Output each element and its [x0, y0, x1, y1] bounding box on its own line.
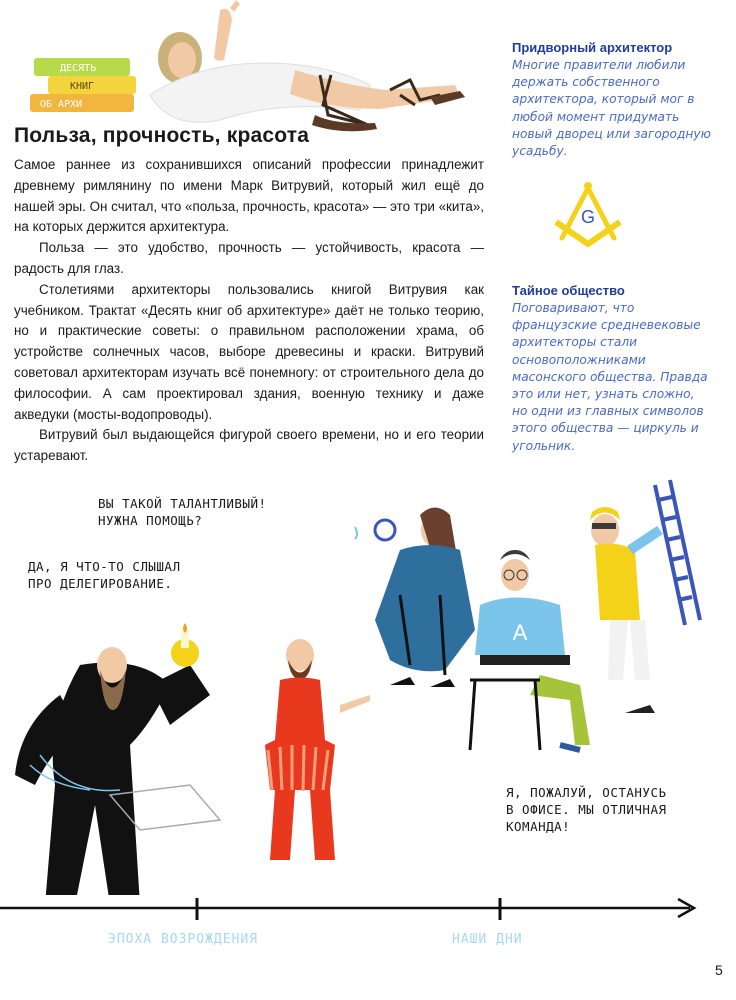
- speech-line: ПРО ДЕЛЕГИРОВАНИЕ.: [28, 576, 173, 591]
- mason-letter: G: [580, 207, 596, 227]
- worker-with-ladder-figure: [590, 480, 700, 713]
- sidebar-text: Многие правители любили держать собственного архитектора, который мог в любой момент придумать новый дворец или загородную усадьбу.: [512, 58, 711, 159]
- paragraph-3: Столетиями архитекторы пользовались книгой Витрувия как учебником. Трактат «Десять книг об архитектуре» даёт не только теорию, но и практические советы: о правильном расположении храма, об устройстве солнечных часов, выборе древесины и краски. Витрувий советовал архитекторам изучать всё понемногу: от строительного дела до философии. А сам проектировал здания, военную технику и даже акведуки (мосты-водопроводы).: [14, 281, 484, 422]
- page-heading: Польза, прочность, красота: [14, 124, 310, 147]
- book-spine-3: ОБ АРХИ: [40, 99, 83, 110]
- speech-line: Я, ПОЖАЛУЙ, ОСТАНУСЬ: [506, 785, 667, 800]
- renaissance-man-figure: [265, 639, 370, 860]
- sidebar-text: Поговаривают, что французские средневековые архитекторы стали основоположниками масонского общества. Правда это или нет, узнать сложно, но одни из главных символов этого общества — циркуль и угольник.: [512, 301, 708, 453]
- era-label-today: НАШИ ДНИ: [452, 932, 523, 947]
- main-text: [14, 155, 484, 467]
- sidebar-secret-society: [512, 283, 712, 455]
- vitruvius-reclining-illustration: [30, 0, 470, 135]
- sidebar-title: Тайное общество: [512, 283, 625, 298]
- compass-square-icon: [548, 178, 628, 250]
- paragraph-2: Польза — это удобство, прочность — устойчивость, красота — радость для глаз.: [14, 240, 484, 276]
- speech-bubble-2: [28, 558, 181, 592]
- vitruvius-figure: [150, 0, 465, 131]
- speech-line: ВЫ ТАКОЙ ТАЛАНТЛИВЫЙ!: [98, 496, 267, 511]
- book-stack: [30, 58, 136, 112]
- sweater-letter: A: [512, 620, 528, 645]
- renaissance-architect-figure: [15, 623, 220, 895]
- sidebar-court-architect: [512, 40, 712, 160]
- book-spine-2: КНИГ: [70, 81, 95, 92]
- speech-bubble-3: [506, 784, 667, 835]
- speech-line: В ОФИСЕ. МЫ ОТЛИЧНАЯ: [506, 802, 667, 817]
- page-number: 5: [715, 962, 723, 978]
- paragraph-1: Самое раннее из сохранившихся описаний профессии принадлежит древнему римлянину по имени Марк Витрувий, который жил ещё до нашей эры. Он считал, что «польза, прочность, красота» — это три «кита», на которых держится архитектура.: [14, 157, 484, 235]
- speech-bubble-1: [98, 495, 267, 529]
- speech-line: ДА, Я ЧТО-ТО СЛЫШАЛ: [28, 559, 181, 574]
- era-label-renaissance: ЭПОХА ВОЗРОЖДЕНИЯ: [108, 932, 259, 947]
- woman-blue-dress-figure: [355, 508, 475, 688]
- sidebar-title: Придворный архитектор: [512, 40, 673, 55]
- speech-line: НУЖНА ПОМОЩЬ?: [98, 513, 203, 528]
- speech-line: КОМАНДА!: [506, 819, 571, 834]
- timeline-axis: [0, 890, 736, 930]
- paragraph-4: Витрувий был выдающейся фигурой своего времени, но и его теории устаревают.: [14, 427, 484, 464]
- book-spine-1: ДЕСЯТЬ: [60, 63, 97, 74]
- man-blue-sweater-figure: [470, 550, 590, 750]
